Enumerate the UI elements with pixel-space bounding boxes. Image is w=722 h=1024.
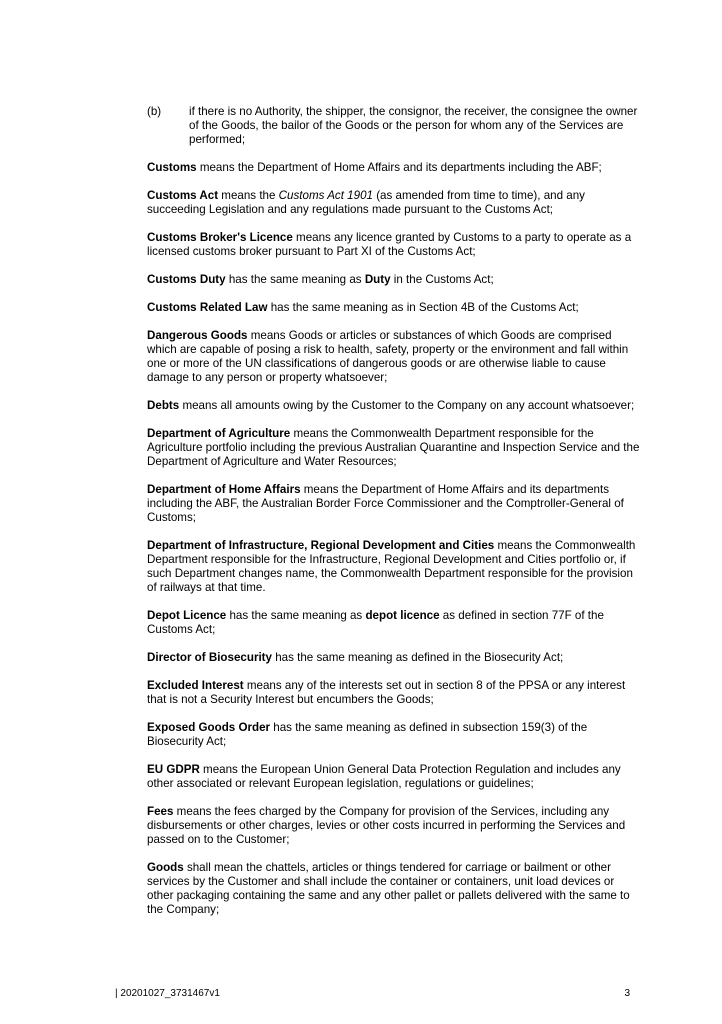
page-footer [115, 988, 630, 999]
definition-term: Goods [147, 861, 184, 874]
definition-dangerous-goods [147, 329, 642, 385]
definition-text: has the same meaning as [225, 273, 365, 286]
definition-term: Director of Biosecurity [147, 651, 272, 664]
list-item-b [147, 105, 642, 147]
definition-text: means the Department of Home Affairs and its departments including the ABF, the Australian Border Force Commissioner and the Comptroller-General of Customs; [147, 483, 624, 524]
definition-term: Dangerous Goods [147, 329, 248, 342]
definition-term: Customs [147, 161, 197, 174]
definition-text: means the Commonwealth Department responsible for the Infrastructure, Regional Development and Cities portfolio or, if such Department changes name, the Commonwealth Department responsible for the provision of railways at that time. [147, 539, 636, 594]
definition-department-of-home-affairs [147, 483, 642, 525]
definition-text: has the same meaning as defined in subsection 159(3) of the Biosecurity Act; [147, 721, 588, 748]
definition-customs-duty [147, 273, 642, 287]
definition-term: Depot Licence [147, 609, 227, 622]
definition-text: shall mean the chattels, articles or things tendered for carriage or bailment or other services by the Customer and shall include the container or containers, unit load devices or other packaging containing the same and any other pallet or pallets delivered with the same to the Company; [147, 861, 630, 916]
definition-exposed-goods-order [147, 721, 642, 749]
definition-text: means the European Union General Data Protection Regulation and includes any other associated or relevant European legislation, regulations or guidelines; [147, 763, 621, 790]
definition-term: Department of Infrastructure, Regional Development and Cities [147, 539, 495, 552]
definition-goods [147, 861, 642, 917]
referenced-term: depot licence [365, 609, 440, 622]
definition-term: Customs Related Law [147, 301, 268, 314]
referenced-term: Duty [364, 273, 391, 286]
definition-text: means all amounts owing by the Customer to the Company on any account whatsoever; [179, 399, 635, 412]
definition-text: in the Customs Act; [390, 273, 494, 286]
definition-debts [147, 399, 642, 413]
definition-term: Exposed Goods Order [147, 721, 271, 734]
definition-eu-gdpr [147, 763, 642, 791]
document-body [147, 105, 642, 931]
definition-customs-brokers-licence [147, 231, 642, 259]
definition-text: as defined in section 77F of the Customs Act; [147, 609, 604, 636]
definition-text: has the same meaning as defined in the Biosecurity Act; [271, 651, 564, 664]
document-reference: | 20201027_3731467v1 [115, 988, 220, 999]
definition-text: means any licence granted by Customs to a party to operate as a licensed customs broker pursuant to Part XI of the Customs Act; [147, 231, 632, 258]
definition-text: has the same meaning as [226, 609, 366, 622]
definition-text: means the fees charged by the Company for provision of the Services, including any disbursements or other charges, levies or other costs incurred in performing the Services and passed on to the Customer; [147, 805, 626, 846]
definition-term: Fees [147, 805, 174, 818]
list-item-text: if there is no Authority, the shipper, the consignor, the receiver, the consignee the owner of the Goods, the bailor of the Goods or the person for whom any of the Services are performed; [189, 105, 638, 146]
definition-director-of-biosecurity [147, 651, 642, 665]
definition-department-of-agriculture [147, 427, 642, 469]
page-number: 3 [624, 988, 630, 999]
definition-term: EU GDPR [147, 763, 200, 776]
list-marker: (b) [147, 105, 162, 118]
act-title: Customs Act 1901 [278, 189, 373, 202]
definition-department-of-infrastructure [147, 539, 642, 595]
definition-term: Department of Home Affairs [147, 483, 301, 496]
definition-depot-licence [147, 609, 642, 637]
definition-text: means the Department of Home Affairs and its departments including the ABF; [196, 161, 602, 174]
definition-text: means the Commonwealth Department responsible for the Agriculture portfolio including the previous Australian Quarantine and Inspection Service and the Department of Agriculture and Water Resources; [147, 427, 640, 468]
definition-text: has the same meaning as in Section 4B of the Customs Act; [267, 301, 579, 314]
definition-text: means Goods or articles or substances of which Goods are comprised which are capable of posing a risk to health, safety, property or the environment and fall within one or more of the UN classifications of dangerous goods or are otherwise liable to cause damage to any person or property whatsoever; [147, 329, 629, 384]
definition-customs-act [147, 189, 642, 217]
definition-term: Customs Duty [147, 273, 226, 286]
definition-term: Customs Act [147, 189, 219, 202]
definition-term: Excluded Interest [147, 679, 244, 692]
definition-customs [147, 161, 642, 175]
definition-text: (as amended from time to time), and any succeeding Legislation and any regulations made pursuant to the Customs Act; [147, 189, 585, 216]
definition-customs-related-law [147, 301, 642, 315]
definition-text: means the [218, 189, 279, 202]
definition-term: Customs Broker's Licence [147, 231, 293, 244]
definition-text: means any of the interests set out in section 8 of the PPSA or any interest that is not a Security Interest but encumbers the Goods; [147, 679, 626, 706]
definition-fees [147, 805, 642, 847]
definition-term: Department of Agriculture [147, 427, 291, 440]
definition-term: Debts [147, 399, 180, 412]
definition-excluded-interest [147, 679, 642, 707]
